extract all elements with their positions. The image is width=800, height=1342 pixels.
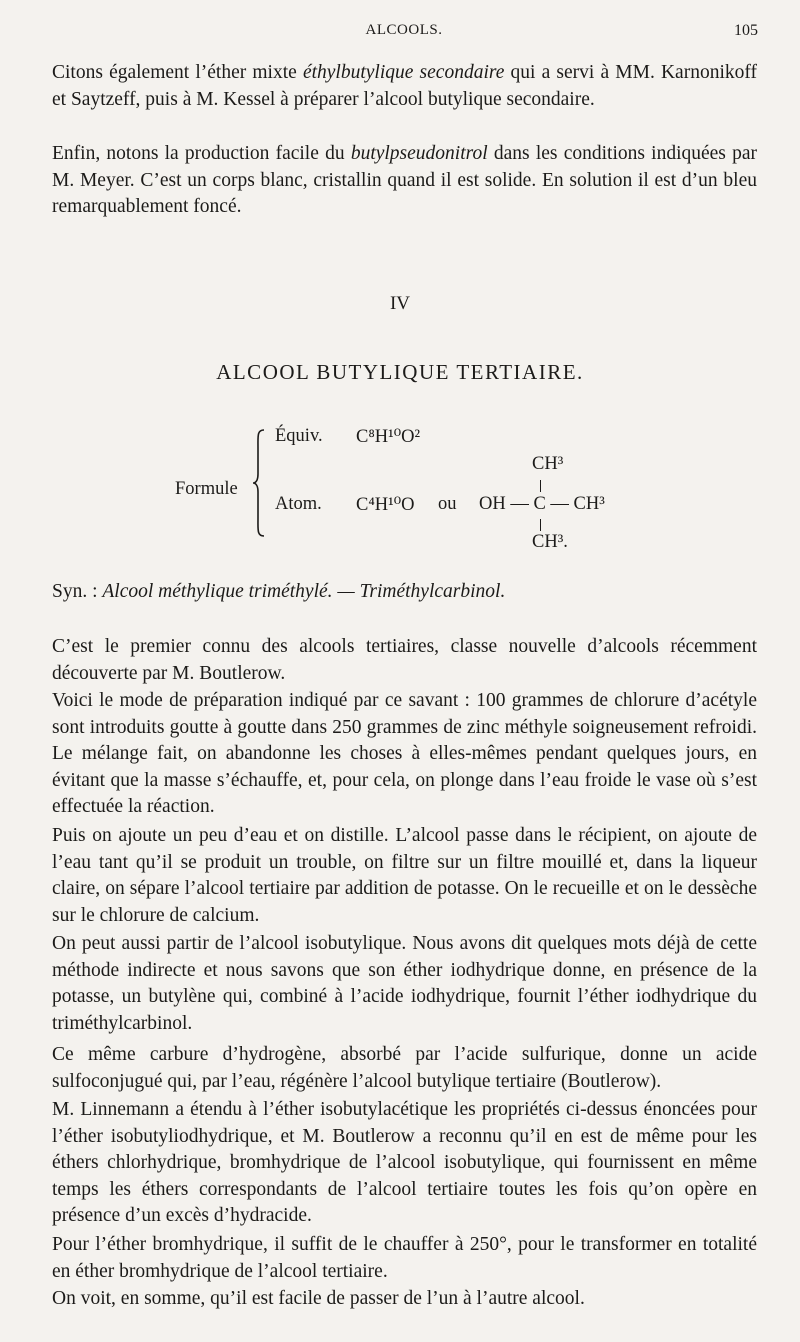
bond-line-bottom — [540, 519, 541, 531]
term-ethylbutylique: éthylbutylique secondaire — [302, 62, 505, 83]
formula-label: Formule — [175, 479, 238, 499]
formula-block — [170, 426, 640, 561]
paragraph-bromhydrique: Pour l’éther bromhydrique, il suffit de le chauffer à 250°, pour le transformer en totalité en éther bromhydrique de l’alcool tertiaire. — [52, 1234, 757, 1282]
paragraph-preparation: Voici le mode de préparation indiqué par ce savant : 100 grammes de chlorure d’acétyle sont introduits goutte à goutte dans 250 grammes de zinc méthyle soigneusement refroidi. Le mélange fait, on abandonne les choses à elles-mêmes pendant quelques jours, en évitant que la masse s’échauffe, et, pour cela, on plonge dans l’eau froide le vase où s’est effectuée la réaction. — [52, 690, 757, 817]
methyl-group-top: CH³ — [532, 454, 564, 474]
term-butylpseudonitrol: butylpseudonitrol — [350, 143, 488, 164]
section-title: ALCOOL BUTYLIQUE TERTIAIRE. — [216, 360, 584, 384]
synonyms-line: Syn. : Alcool méthylique triméthylé. — Triméthylcarbinol. — [52, 581, 506, 602]
curly-brace-icon — [252, 428, 266, 538]
methyl-group-bottom: CH³. — [532, 532, 568, 552]
paragraph-isobutylique: On peut aussi partir de l’alcool isobutylique. Nous avons dit quelques mots déjà de cette méthode indirecte et nous savons que son éther iodhydrique donne, en présence de la potasse, un butylène qui, combiné à l’acide iodhydrique, fournit l’éther iodhydrique du triméthylcarbinol. — [52, 933, 757, 1034]
paragraph-carbure: Ce même carbure d’hydrogène, absorbé par l’acide sulfurique, donne un acide sulfoconjugué qui, par l’eau, régénère l’alcool butylique tertiaire (Boutlerow). — [52, 1044, 757, 1092]
paragraph-conclusion: On voit, en somme, qu’il est facile de passer de l’un à l’autre alcool. — [52, 1288, 585, 1309]
atom-formula: C⁴H¹⁰O — [356, 495, 415, 515]
paragraph-butylpseudonitrol: Enfin, notons la production facile du butylpseudonitrol dans les conditions indiquées par M. Meyer. C’est un corps blanc, cristallin quand il est solide. En solution il est d’un bleu remarquablement foncé. — [52, 143, 757, 217]
page-header — [50, 22, 758, 46]
paragraph-premier-connu: C’est le premier connu des alcools tertiaires, classe nouvelle d’alcools récemment découverte par M. Boutlerow. — [52, 636, 757, 684]
section-number: IV — [389, 293, 411, 314]
equiv-label: Équiv. — [275, 426, 323, 446]
paragraph-distillation: Puis on ajoute un peu d’eau et on distille. L’alcool passe dans le récipient, on ajoute de l’eau tant qu’il se produit un trouble, on filtre sur un filtre mouillé et, dans la liqueur claire, on sépare l’alcool tertiaire par addition de potasse. On le recueille et on le dessèche sur le chlorure de calcium. — [52, 825, 757, 926]
or-word: ou — [438, 494, 457, 514]
page-number: 105 — [734, 22, 758, 39]
synonym-2: Triméthylcarbinol. — [359, 581, 506, 602]
paragraph-linnemann: M. Linnemann a étendu à l’éther isobutylacétique les propriétés ci-dessus énoncées pour l’éther isobutyliodhydrique, et M. Boutlerow a reconnu qu’il en est de même pour les éthers chlorhydrique, bromhydrique de l’alcool isobutylique, qui fournissent en même temps les éthers correspondants de l’alcool tertiaire toutes les fois qu’on opère en présence d’un excès d’hydracide. — [52, 1099, 757, 1226]
atom-label: Atom. — [275, 494, 322, 514]
paragraph-ether-mixte: Citons également l’éther mixte éthylbutylique secondaire qui a servi à MM. Karnonikoff et Saytzeff, puis à M. Kessel à préparer l’alcool butylique secondaire. — [52, 62, 757, 110]
equiv-formula: C⁸H¹⁰O² — [356, 427, 421, 447]
running-title: ALCOOLS. — [365, 22, 443, 38]
bond-line-top — [540, 480, 541, 492]
structural-chain: OH — C — CH³ — [479, 494, 605, 514]
synonym-1: Alcool méthylique triméthylé. — [102, 581, 333, 602]
